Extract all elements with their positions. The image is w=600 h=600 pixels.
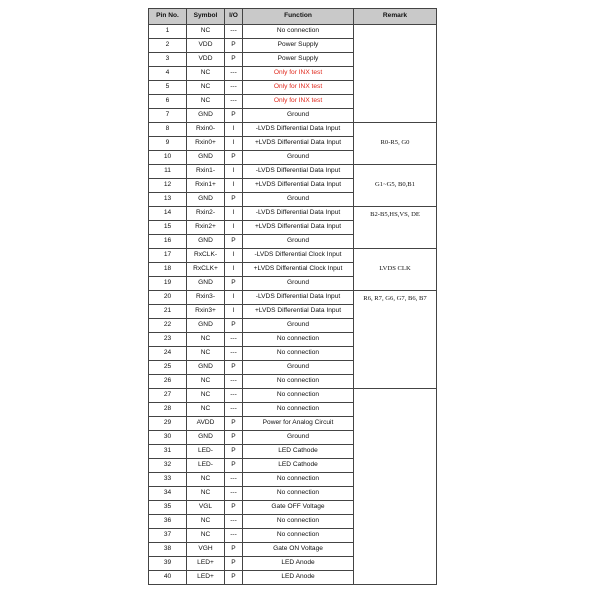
pin-number-cell: 14	[149, 207, 187, 221]
function-cell: Power Supply	[243, 53, 354, 67]
function-cell: No connection	[243, 487, 354, 501]
symbol-cell: NC	[187, 515, 225, 529]
symbol-cell: RxCLK+	[187, 263, 225, 277]
io-cell: ---	[225, 81, 243, 95]
symbol-cell: GND	[187, 361, 225, 375]
symbol-cell: GND	[187, 319, 225, 333]
symbol-cell: NC	[187, 333, 225, 347]
symbol-cell: GND	[187, 193, 225, 207]
table-row	[149, 207, 437, 221]
io-cell: ---	[225, 375, 243, 389]
header-pin-no: Pin No.	[149, 9, 187, 25]
io-cell: P	[225, 543, 243, 557]
pin-number-cell: 15	[149, 221, 187, 235]
symbol-cell: GND	[187, 431, 225, 445]
pin-number-cell: 36	[149, 515, 187, 529]
io-cell: ---	[225, 347, 243, 361]
pin-number-cell: 27	[149, 389, 187, 403]
function-cell: No connection	[243, 25, 354, 39]
symbol-cell: LED+	[187, 557, 225, 571]
symbol-cell: VDD	[187, 39, 225, 53]
pin-number-cell: 31	[149, 445, 187, 459]
remark-cell: LVDS CLK	[354, 249, 437, 291]
pin-number-cell: 18	[149, 263, 187, 277]
function-cell: LED Anode	[243, 571, 354, 585]
table-body	[149, 25, 437, 585]
symbol-cell: LED-	[187, 445, 225, 459]
symbol-cell: GND	[187, 277, 225, 291]
function-cell: +LVDS Differential Data Input	[243, 221, 354, 235]
function-cell: Only for INX test	[243, 67, 354, 81]
io-cell: P	[225, 193, 243, 207]
function-cell: -LVDS Differential Clock Input	[243, 249, 354, 263]
function-cell: -LVDS Differential Data Input	[243, 207, 354, 221]
pin-number-cell: 2	[149, 39, 187, 53]
symbol-cell: NC	[187, 487, 225, 501]
symbol-cell: Rxin1-	[187, 165, 225, 179]
pin-number-cell: 5	[149, 81, 187, 95]
pin-number-cell: 13	[149, 193, 187, 207]
pin-number-cell: 38	[149, 543, 187, 557]
io-cell: I	[225, 249, 243, 263]
io-cell: P	[225, 501, 243, 515]
function-cell: LED Anode	[243, 557, 354, 571]
io-cell: ---	[225, 389, 243, 403]
function-cell: Ground	[243, 109, 354, 123]
pin-assignment-table	[148, 8, 437, 585]
pin-number-cell: 34	[149, 487, 187, 501]
pin-number-cell: 21	[149, 305, 187, 319]
function-cell: No connection	[243, 403, 354, 417]
io-cell: I	[225, 123, 243, 137]
symbol-cell: NC	[187, 375, 225, 389]
symbol-cell: RxCLK-	[187, 249, 225, 263]
io-cell: P	[225, 361, 243, 375]
function-cell: Power for Analog Circuit	[243, 417, 354, 431]
remark-cell: G1~G5, B0,B1	[354, 165, 437, 207]
symbol-cell: VGH	[187, 543, 225, 557]
io-cell: P	[225, 417, 243, 431]
io-cell: I	[225, 165, 243, 179]
pin-number-cell: 37	[149, 529, 187, 543]
io-cell: ---	[225, 487, 243, 501]
symbol-cell: AVDD	[187, 417, 225, 431]
pin-number-cell: 22	[149, 319, 187, 333]
io-cell: P	[225, 109, 243, 123]
function-cell: LED Cathode	[243, 459, 354, 473]
io-cell: I	[225, 179, 243, 193]
pin-number-cell: 11	[149, 165, 187, 179]
function-cell: -LVDS Differential Data Input	[243, 123, 354, 137]
header-io: I/O	[225, 9, 243, 25]
symbol-cell: NC	[187, 25, 225, 39]
pin-number-cell: 25	[149, 361, 187, 375]
function-cell: Ground	[243, 151, 354, 165]
io-cell: P	[225, 319, 243, 333]
pin-number-cell: 8	[149, 123, 187, 137]
pin-number-cell: 32	[149, 459, 187, 473]
remark-cell	[354, 389, 437, 585]
function-cell: +LVDS Differential Data Input	[243, 137, 354, 151]
function-cell: +LVDS Differential Data Input	[243, 179, 354, 193]
symbol-cell: LED-	[187, 459, 225, 473]
function-cell: Ground	[243, 277, 354, 291]
symbol-cell: NC	[187, 81, 225, 95]
remark-cell: B2-B5,HS,VS, DE	[354, 207, 437, 249]
io-cell: ---	[225, 515, 243, 529]
pin-number-cell: 19	[149, 277, 187, 291]
symbol-cell: Rxin2+	[187, 221, 225, 235]
function-cell: No connection	[243, 389, 354, 403]
function-cell: +LVDS Differential Clock Input	[243, 263, 354, 277]
symbol-cell: NC	[187, 95, 225, 109]
function-cell: Ground	[243, 431, 354, 445]
pin-number-cell: 30	[149, 431, 187, 445]
table-row	[149, 249, 437, 263]
io-cell: I	[225, 263, 243, 277]
table-header	[149, 9, 437, 25]
io-cell: I	[225, 221, 243, 235]
io-cell: P	[225, 39, 243, 53]
function-cell: No connection	[243, 333, 354, 347]
symbol-cell: GND	[187, 151, 225, 165]
pin-number-cell: 17	[149, 249, 187, 263]
io-cell: ---	[225, 95, 243, 109]
function-cell: No connection	[243, 515, 354, 529]
pin-number-cell: 6	[149, 95, 187, 109]
table-row	[149, 25, 437, 39]
remark-cell	[354, 25, 437, 123]
io-cell: P	[225, 571, 243, 585]
function-cell: LED Cathode	[243, 445, 354, 459]
io-cell: ---	[225, 473, 243, 487]
function-cell: No connection	[243, 529, 354, 543]
symbol-cell: VDD	[187, 53, 225, 67]
table-row	[149, 389, 437, 403]
io-cell: I	[225, 305, 243, 319]
symbol-cell: NC	[187, 347, 225, 361]
pin-number-cell: 29	[149, 417, 187, 431]
pin-number-cell: 26	[149, 375, 187, 389]
pin-number-cell: 3	[149, 53, 187, 67]
io-cell: ---	[225, 529, 243, 543]
symbol-cell: Rxin3-	[187, 291, 225, 305]
pin-number-cell: 1	[149, 25, 187, 39]
io-cell: ---	[225, 403, 243, 417]
function-cell: Ground	[243, 319, 354, 333]
symbol-cell: VGL	[187, 501, 225, 515]
symbol-cell: NC	[187, 529, 225, 543]
function-cell: Ground	[243, 361, 354, 375]
io-cell: I	[225, 291, 243, 305]
io-cell: P	[225, 53, 243, 67]
symbol-cell: LED+	[187, 571, 225, 585]
function-cell: No connection	[243, 375, 354, 389]
remark-cell: R0-R5, G0	[354, 123, 437, 165]
function-cell: Only for INX test	[243, 95, 354, 109]
pin-number-cell: 24	[149, 347, 187, 361]
io-cell: P	[225, 557, 243, 571]
pin-number-cell: 10	[149, 151, 187, 165]
symbol-cell: Rxin0-	[187, 123, 225, 137]
io-cell: P	[225, 459, 243, 473]
io-cell: P	[225, 235, 243, 249]
symbol-cell: GND	[187, 235, 225, 249]
symbol-cell: GND	[187, 109, 225, 123]
table-row	[149, 123, 437, 137]
io-cell: P	[225, 445, 243, 459]
pin-number-cell: 28	[149, 403, 187, 417]
header-row	[149, 9, 437, 25]
header-remark: Remark	[354, 9, 437, 25]
function-cell: Ground	[243, 193, 354, 207]
io-cell: P	[225, 151, 243, 165]
io-cell: ---	[225, 67, 243, 81]
header-function: Function	[243, 9, 354, 25]
pin-number-cell: 4	[149, 67, 187, 81]
table-row	[149, 291, 437, 305]
symbol-cell: NC	[187, 473, 225, 487]
function-cell: -LVDS Differential Data Input	[243, 291, 354, 305]
symbol-cell: Rxin3+	[187, 305, 225, 319]
function-cell: Power Supply	[243, 39, 354, 53]
function-cell: +LVDS Differential Data Input	[243, 305, 354, 319]
io-cell: P	[225, 277, 243, 291]
function-cell: Gate OFF Voltage	[243, 501, 354, 515]
io-cell: ---	[225, 333, 243, 347]
pin-number-cell: 20	[149, 291, 187, 305]
function-cell: Ground	[243, 235, 354, 249]
symbol-cell: NC	[187, 389, 225, 403]
pin-number-cell: 23	[149, 333, 187, 347]
symbol-cell: Rxin2-	[187, 207, 225, 221]
pin-number-cell: 33	[149, 473, 187, 487]
io-cell: ---	[225, 25, 243, 39]
pin-number-cell: 7	[149, 109, 187, 123]
symbol-cell: NC	[187, 403, 225, 417]
function-cell: Only for INX test	[243, 81, 354, 95]
header-symbol: Symbol	[187, 9, 225, 25]
symbol-cell: Rxin0+	[187, 137, 225, 151]
pin-number-cell: 39	[149, 557, 187, 571]
function-cell: Gate ON Voltage	[243, 543, 354, 557]
pin-number-cell: 16	[149, 235, 187, 249]
table-row	[149, 165, 437, 179]
io-cell: I	[225, 207, 243, 221]
io-cell: P	[225, 431, 243, 445]
function-cell: No connection	[243, 473, 354, 487]
pin-number-cell: 12	[149, 179, 187, 193]
pin-number-cell: 9	[149, 137, 187, 151]
remark-cell: R6, R7, G6, G7, B6, B7	[354, 291, 437, 389]
symbol-cell: Rxin1+	[187, 179, 225, 193]
pin-number-cell: 40	[149, 571, 187, 585]
pin-number-cell: 35	[149, 501, 187, 515]
symbol-cell: NC	[187, 67, 225, 81]
function-cell: No connection	[243, 347, 354, 361]
function-cell: -LVDS Differential Data Input	[243, 165, 354, 179]
io-cell: I	[225, 137, 243, 151]
